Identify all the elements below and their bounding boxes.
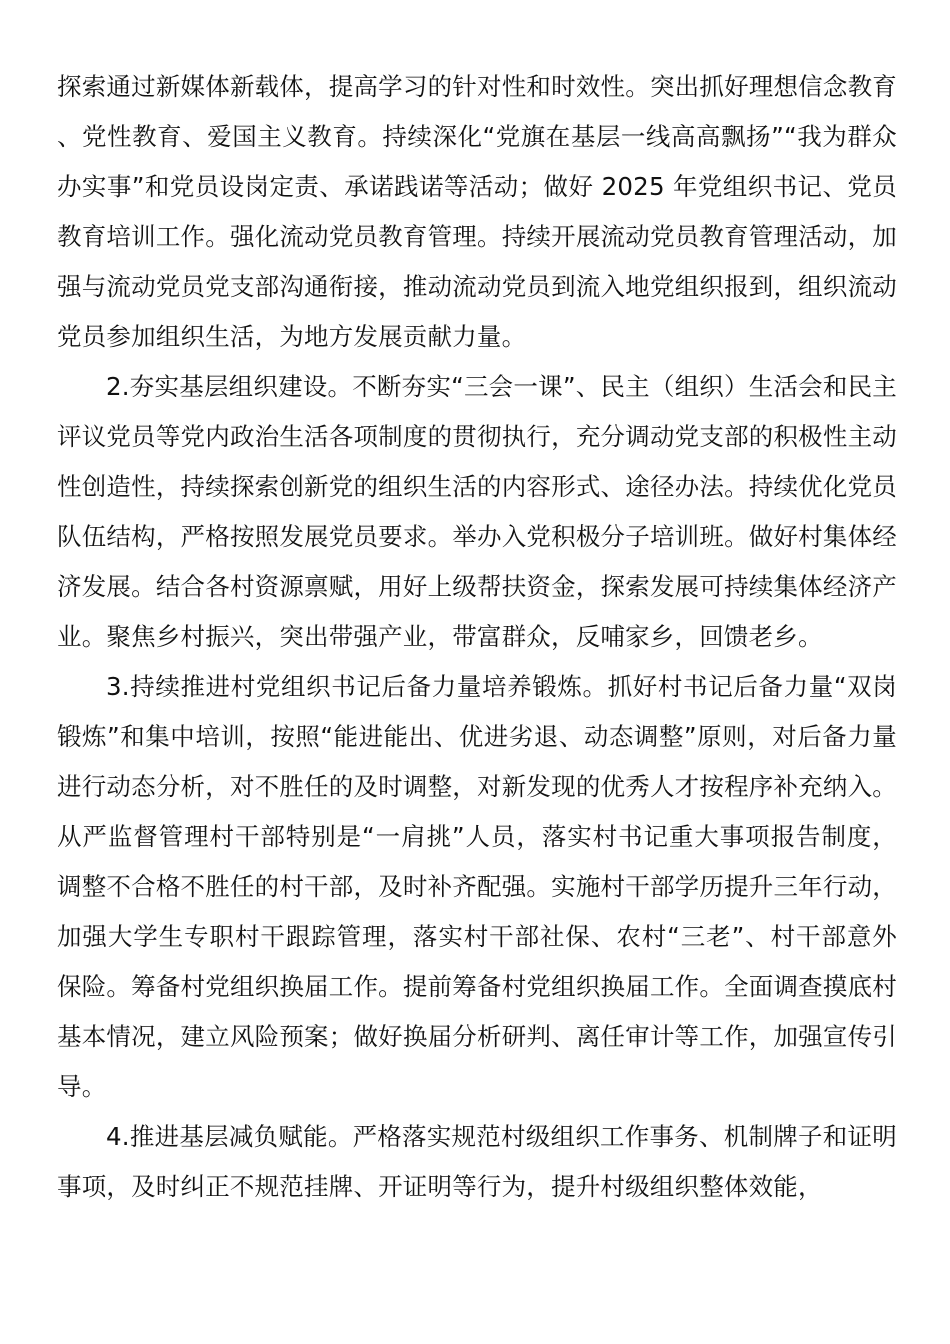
paragraph-item-2: 2.夯实基层组织建设。不断夯实“三会一课”、民主（组织）生活会和民主评议党员等党内政治生活各项制度的贯彻执行，充分调动党支部的积极性主动性创造性，持续探索创新党的组织生活的内容形式、途径办法。持续优化党员队伍结构，严格按照发展党员要求。举办入党积极分子培训班。做好村集体经济发展。结合各村资源禀赋，用好上级帮扶资金，探索发展可持续集体经济产业。聚焦乡村振兴，突出带强产业，带富群众，反哺家乡，回馈老乡。 [57,372,897,651]
paragraph-continuation: 探索通过新媒体新载体，提高学习的针对性和时效性。突出抓好理想信念教育、党性教育、爱国主义教育。持续深化“党旗在基层一线高高飘扬”“我为群众办实事”和党员设岗定责、承诺践诺等活动；做好 2025 年党组织书记、党员教育培训工作。强化流动党员教育管理。持续开展流动党员教育管理活动，加强与流动党员党支部沟通衔接，推动流动党员到流入地党组织报到，组织流动党员参加组织生活，为地方发展贡献力量。 [57,72,897,351]
document-body [57,62,897,1212]
paragraph-item-3: 3.持续推进村党组织书记后备力量培养锻炼。抓好村书记后备力量“双岗锻炼”和集中培训，按照“能进能出、优进劣退、动态调整”原则，对后备力量进行动态分析，对不胜任的及时调整，对新发现的优秀人才按程序补充纳入。从严监督管理村干部特别是“一肩挑”人员，落实村书记重大事项报告制度，调整不合格不胜任的村干部，及时补齐配强。实施村干部学历提升三年行动，加强大学生专职村干跟踪管理，落实村干部社保、农村“三老”、村干部意外保险。筹备村党组织换届工作。提前筹备村党组织换届工作。全面调查摸底村基本情况，建立风险预案；做好换届分析研判、离任审计等工作，加强宣传引导。 [57,672,897,1101]
paragraph-item-4: 4.推进基层减负赋能。严格落实规范村级组织工作事务、机制牌子和证明事项，及时纠正不规范挂牌、开证明等行为，提升村级组织整体效能， [57,1122,897,1201]
